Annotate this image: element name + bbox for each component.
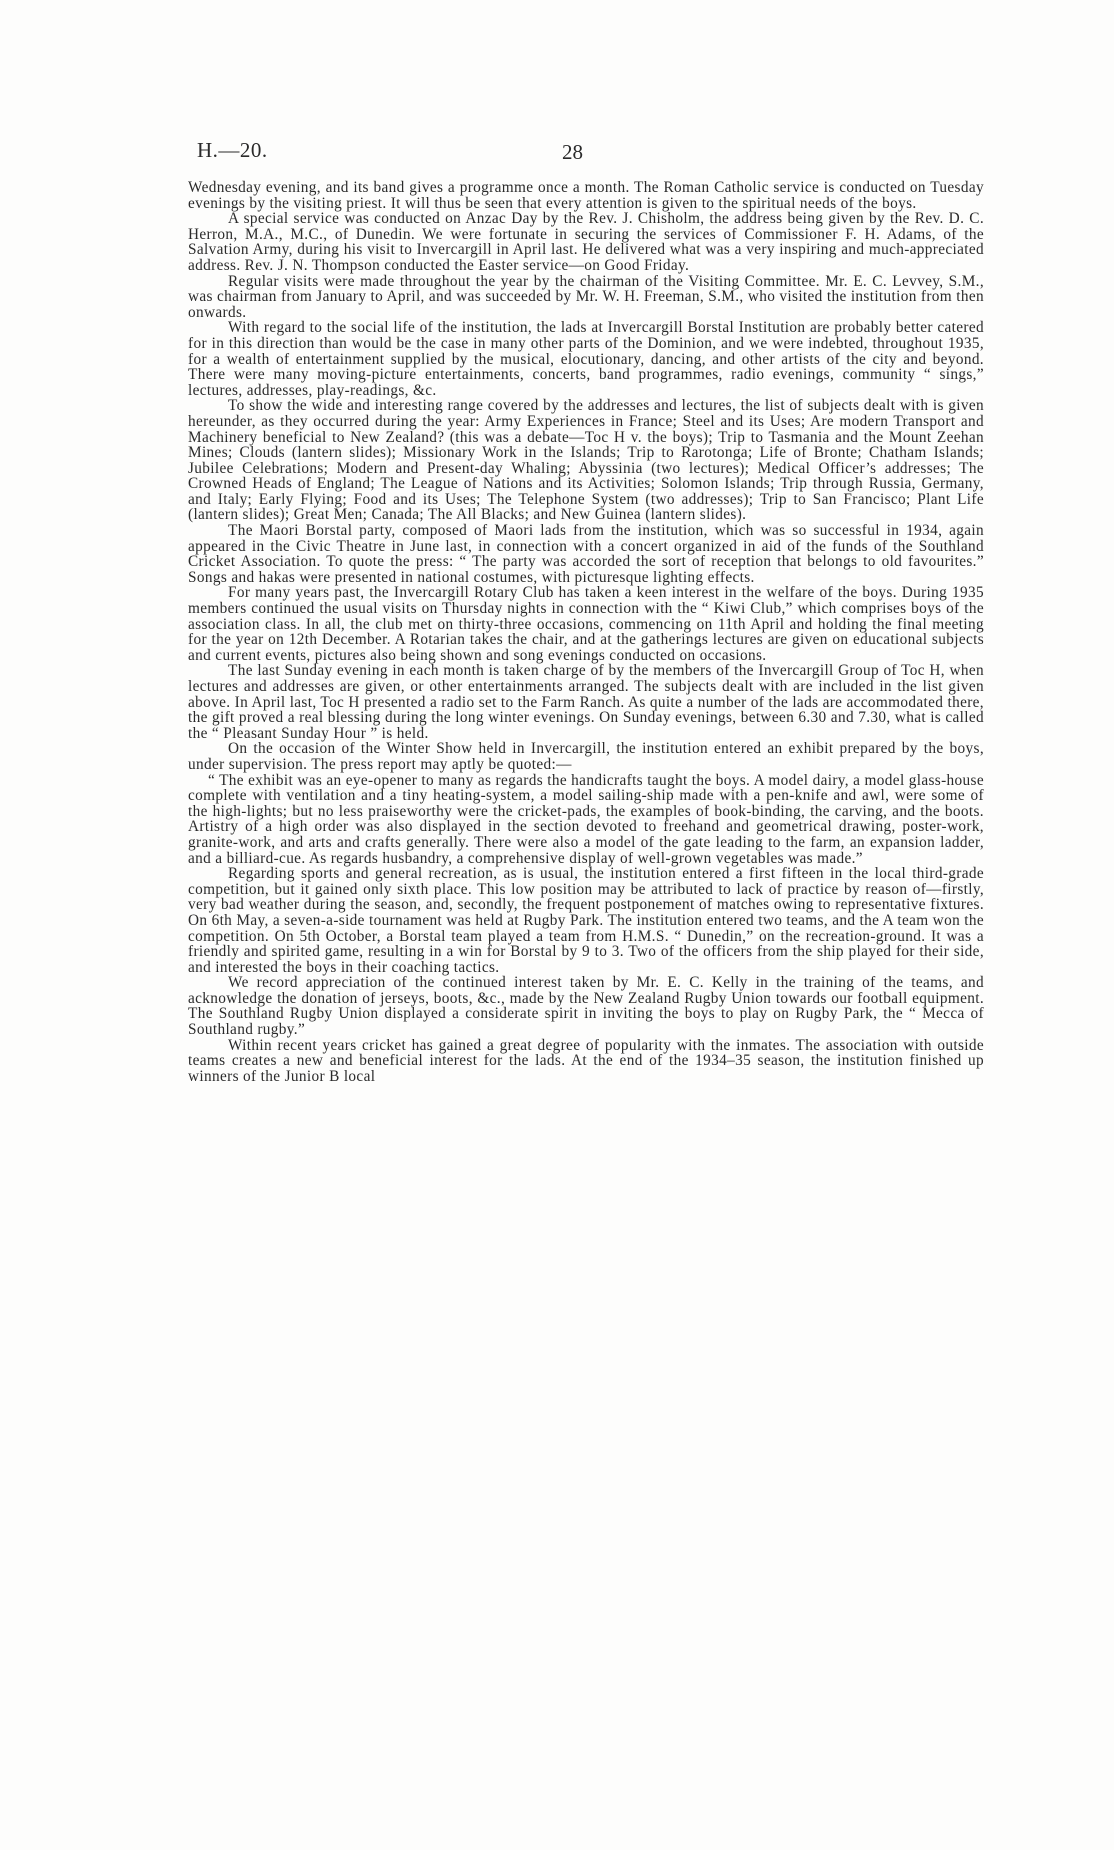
paragraph-rugby-appreciation: We record appreciation of the continued interest taken by Mr. E. C. Kelly in the training of the teams, and acknowledge the donation of jerseys, boots, &c., made by the New Zealand Rugby Union towards our football equipment. The Southland Rugby Union displayed a considerate spirit in inviting the boys to play on Rugby Park, the “ Mecca of Southland rugby.” <box>188 974 984 1039</box>
paragraph-anzac-day: A special service was conducted on Anzac Day by the Rev. J. Chisholm, the address being given by the Rev. D. C. Herron, M.A., M.C., of Dunedin. We were fortunate in securing the services of Commissioner F. H. Adams, of the Salvation Army, during his visit to Invercargill in April last. He delivered what was a very inspiring and much-appreciated address. Rev. J. N. Thompson conducted the Easter service—on Good Friday. <box>188 210 984 274</box>
paragraph-visiting-committee: Regular visits were made throughout the year by the chairman of the Visiting Committee. Mr. E. C. Levvey, S.M., was chairman from January to April, and was succeeded by Mr. W. H. Freeman, S.M., who visited the institution from then onwards. <box>188 272 984 321</box>
paragraph-sports: Regarding sports and general recreation, as is usual, the institution entered a first fifteen in the local third-grade competition, but it gained only sixth place. This low position may be attributed to lack of practice by reason of—firstly, very bad weather during the season, and, secondly, the frequent postponement of matches owing to representative fixtures. On 6th May, a seven-a-side tournament was held at Rugby Park. The institution entered two teams, and the A team won the competition. On 5th October, a Borstal team played a team from H.M.S. “ Dunedin,” on the recreation-ground. It was a friendly and spirited game, resulting in a win for Borstal by 9 to 3. Two of the officers from the ship played for their side, and interested the boys in their coaching tactics. <box>188 865 984 976</box>
paragraph-rotary-club: For many years past, the Invercargill Rotary Club has taken a keen interest in the welfare of the boys. During 1935 members continued the usual visits on Thursday nights in connection with the “ Kiwi Club,” which comprises boys of the association class. In all, the club met on thirty-three occasions, commencing on 11th April and holding the final meeting for the year on 12th December. A Rotarian takes the chair, and at the gatherings lectures are given on educational subjects and current events, pictures also being shown and song evenings conducted on occasions. <box>188 584 984 664</box>
paragraph-press-quote: “ The exhibit was an eye-opener to many as regards the handicrafts taught the boys. A model dairy, a model glass-house complete with ventilation and a tiny heating-system, a model sailing-ship made with a pen-knife and awl, were some of the high-lights; but no less praiseworthy were the cricket-pads, the examples of book-binding, the carving, and the boots. Artistry of a high order was also displayed in the section devoted to freehand and geometrical drawing, poster-work, granite-work, and arts and crafts generally. There were also a model of the gate leading to the farm, an expansion ladder, and a billiard-cue. As regards husbandry, a comprehensive display of well-grown vegetables was made.” <box>188 771 984 867</box>
body-text <box>188 180 984 1084</box>
paragraph-winter-show: On the occasion of the Winter Show held in Invercargill, the institution entered an exhibit prepared by the boys, under supervision. The press report may aptly be quoted:— <box>188 740 984 773</box>
page-number: 28 <box>562 140 583 164</box>
paragraph-social-life: With regard to the social life of the institution, the lads at Invercargill Borstal Institution are probably better catered for in this direction than would be the case in many other parts of the Dominion, and we were indebted, throughout 1935, for a wealth of entertainment supplied by the musical, elocutionary, dancing, and other artists of the city and beyond. There were many moving-picture entertainments, concerts, band programmes, radio evenings, community “ sings,” lectures, addresses, play-readings, &c. <box>188 319 984 399</box>
paragraph-cricket: Within recent years cricket has gained a great degree of popularity with the inmates. The association with outside teams creates a new and beneficial interest for the lads. At the end of the 1934–35 season, the institution finished up winners of the Junior B local <box>188 1036 984 1085</box>
paragraph-religious-services: Wednesday evening, and its band gives a programme once a month. The Roman Catholic service is conducted on Tuesday evenings by the visiting priest. It will thus be seen that every attention is given to the spiritual needs of the boys. <box>188 179 984 212</box>
document-code: H.—20. <box>197 138 268 162</box>
paragraph-toc-h: The last Sunday evening in each month is taken charge of by the members of the Invercargill Group of Toc H, when lectures and addresses are given, or other entertainments arranged. The subjects dealt with are included in the list given above. In April last, Toc H presented a radio set to the Farm Ranch. As quite a number of the lads are accommodated there, the gift proved a real blessing during the long winter evenings. On Sunday evenings, between 6.30 and 7.30, what is called the “ Pleasant Sunday Hour ” is held. <box>188 662 984 742</box>
paragraph-maori-borstal-party: The Maori Borstal party, composed of Maori lads from the institution, which was so successful in 1934, again appeared in the Civic Theatre in June last, in connection with a concert organized in aid of the funds of the Southland Cricket Association. To quote the press: “ The party was accorded the sort of reception that belongs to old favourites.” Songs and hakas were presented in national costumes, with picturesque lighting effects. <box>188 522 984 586</box>
paragraph-lecture-subjects: To show the wide and interesting range covered by the addresses and lectures, the list of subjects dealt with is given hereunder, as they occurred during the year: Army Experiences in France; Steel and its Uses; Are modern Transport and Machinery beneficial to New Zealand? (this was a debate—Toc H v. the boys); Trip to Tasmania and the Mount Zeehan Mines; Clouds (lantern slides); Missionary Work in the Islands; Trip to Rarotonga; Life of Bronte; Chatham Islands; Jubilee Celebrations; Modern and Present-day Whaling; Abyssinia (two lectures); Medical Officer’s addresses; The Crowned Heads of England; The League of Nations and its Activities; Solomon Islands; Trip through Russia, Germany, and Italy; Early Flying; Food and its Uses; The Telephone System (two addresses); Trip to San Francisco; Plant Life (lantern slides); Great Men; Canada; The All Blacks; and New Guinea (lantern slides). <box>188 397 984 524</box>
